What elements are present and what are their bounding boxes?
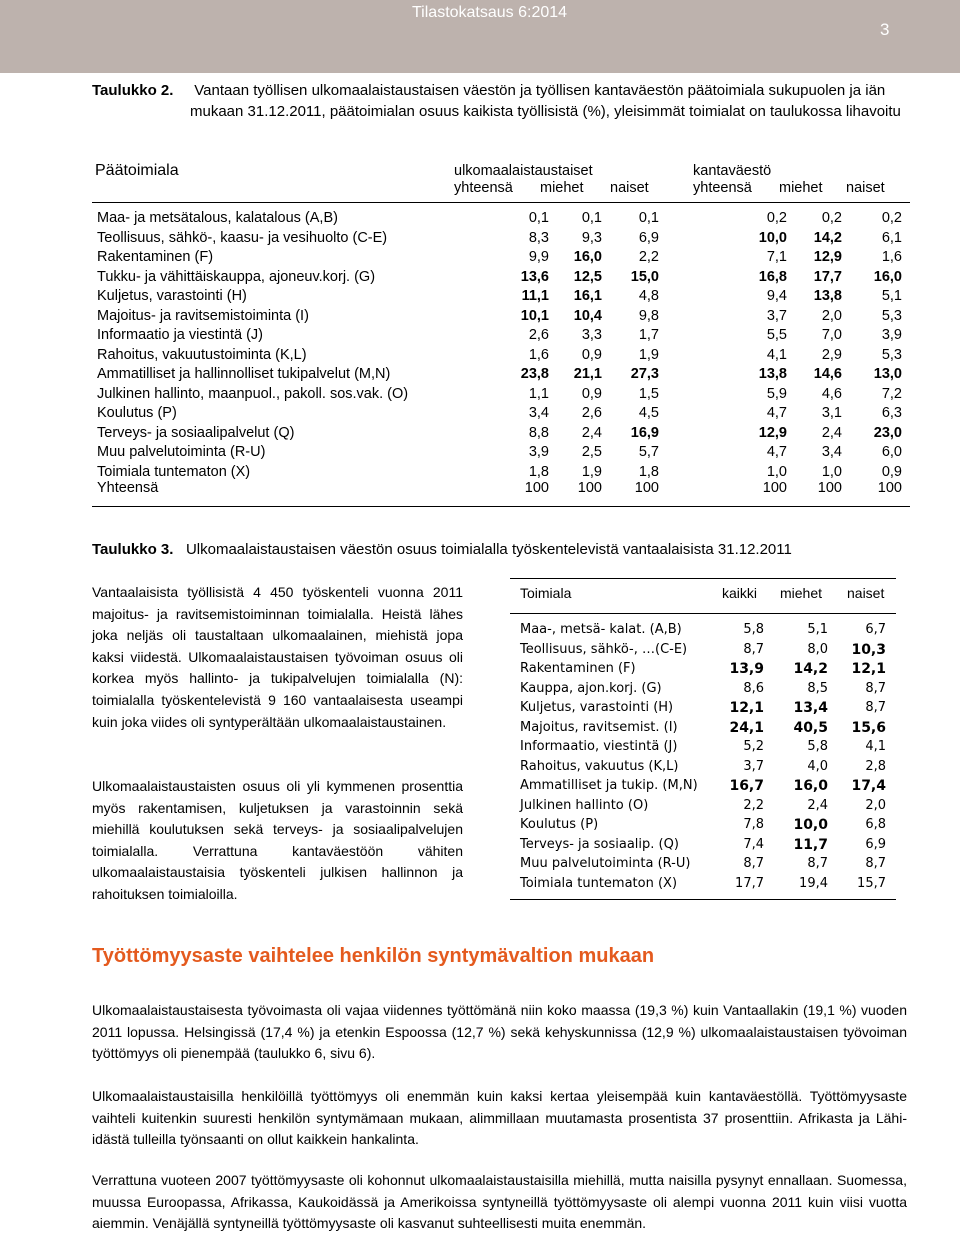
- table3-row: [510, 759, 896, 778]
- table3-row: [510, 798, 896, 817]
- table2-cell: 4,1: [766, 346, 787, 363]
- table3-top-rule: [510, 578, 896, 579]
- table3-row: [510, 856, 896, 875]
- table3-row-label: Toimiala tuntematon (X): [520, 875, 678, 891]
- table3-row: [510, 661, 896, 680]
- left-paragraph-2: Ulkomaalaistaustaisten osuus oli yli kymmenen prosenttia myös rakentamisen, kuljetuksen ja varastoinnin sekä miehillä koulutuksen sekä terveys- ja sosiaalipalvelujen toimialalla. Verrattuna kantaväestöön vähiten ulkomaalaistaustaisia työskenteli julkisen hallinnon ja rahoituksen toimialoilla.: [92, 778, 463, 902]
- table3-cell: 17,4: [851, 778, 886, 794]
- table2-cell: 5,3: [881, 307, 902, 324]
- table3-cell: 7,4: [743, 836, 764, 852]
- table2-row: [92, 405, 910, 424]
- table2-row: [92, 308, 910, 327]
- table3-cell: 6,8: [865, 817, 886, 832]
- table3-cell: 8,0: [807, 641, 828, 657]
- table2-row: [92, 230, 910, 249]
- table2-cell: 13,8: [758, 366, 787, 382]
- table2-group-native: kantaväestö: [693, 163, 772, 179]
- body-paragraph-1: Ulkomaalaistaustaisesta työvoimasta oli vajaa viidennes työttömänä niin koko maassa (19,3 %) kuin Vantaallakin (19,1 %) vuoden 2011 lopussa. Helsingissä (17,4 %) ja etenkin Espoossa (12,7 %) sekä kehyskunnissa (12,9 %) ulkomaalaistaustaisen työvoiman työttömyys oli pienempää (taulukko 6, sivu 6).: [92, 1002, 907, 1062]
- table2-total-label: Yhteensä: [97, 480, 159, 496]
- table2-caption-label: Taulukko 2.: [92, 82, 174, 99]
- table2-cell: 6,9: [638, 229, 659, 246]
- table3-row-label: Julkinen hallinto (O): [520, 797, 649, 813]
- table3-cell: 5,1: [807, 622, 828, 637]
- table3-cell: 16,7: [729, 778, 764, 794]
- body-paragraph-2: Ulkomaalaistaustaisilla henkilöillä työttömyys oli enemmän kuin kaksi kertaa yleisempää kuin kantaväestöllä. Työttömyysaste vaihteli kuitenkin suuresti henkilön syntymämaan mukaan, alimmillaan muutamasta prosentista 37 prosenttiin. Afrikasta ja Lähi-idästä tulleilla työnsaanti on ollut kaikkein hankalinta.: [92, 1088, 907, 1148]
- table2-row-label: Maa- ja metsätalous, kalatalous (A,B): [97, 210, 338, 226]
- table2-cell: 14,2: [813, 229, 842, 246]
- table2-cell: 10,4: [573, 307, 602, 324]
- table2-total-rule: [92, 506, 910, 507]
- table2-cell: 5,3: [881, 346, 902, 363]
- table3-row: [510, 739, 896, 758]
- table2-cell: 0,9: [581, 346, 602, 363]
- table2-cell: 1,0: [821, 463, 842, 480]
- table2-cell: 5,5: [766, 327, 787, 343]
- table2-cell: 15,0: [630, 268, 659, 285]
- table2-cell: 10,0: [758, 229, 787, 246]
- table3-cell: 13,4: [793, 700, 828, 716]
- table2-cell: 9,4: [766, 288, 787, 304]
- table3-cell: 10,0: [793, 817, 828, 833]
- table3-cell: 16,0: [793, 778, 828, 794]
- table2-cell: 12,9: [758, 424, 787, 441]
- table2-total-cell: 100: [634, 480, 659, 496]
- table2-cell: 11,1: [521, 288, 549, 304]
- table2-cell: 16,0: [573, 249, 602, 265]
- table2-cell: 0,9: [581, 385, 602, 402]
- table3-cell: 8,7: [743, 856, 764, 871]
- table2-cell: 2,2: [638, 249, 659, 265]
- table3-cell: 12,1: [729, 700, 764, 716]
- table2-total-cell: 100: [877, 480, 902, 496]
- table2-cell: 2,6: [581, 405, 602, 421]
- table3-row: [510, 720, 896, 739]
- table3-row: [510, 817, 896, 836]
- table2-group-foreign: ulkomaalaistaustaiset: [454, 163, 593, 179]
- table2-cell: 12,5: [573, 268, 602, 285]
- table3-cell: 8,7: [865, 680, 886, 696]
- table3-cell: 2,4: [807, 797, 828, 813]
- table2-cell: 12,9: [813, 249, 842, 265]
- table2-cell: 1,6: [528, 346, 549, 363]
- table2-col-main: Päätoimiala: [95, 162, 179, 179]
- table2-row: [92, 249, 910, 268]
- table2-cell: 3,3: [581, 327, 602, 343]
- table2-header-rule: [92, 202, 910, 203]
- table3-row-label: Rakentaminen (F): [520, 661, 636, 676]
- table2-sub-header: yhteensä: [454, 180, 513, 196]
- table2-row-label: Rahoitus, vakuutustoiminta (K,L): [97, 346, 307, 363]
- table2-cell: 3,7: [766, 307, 787, 324]
- table2-cell: 17,7: [813, 268, 842, 285]
- table2-sub-header: naiset: [846, 180, 885, 196]
- table3-cell: 8,7: [865, 856, 886, 871]
- publication-title: Tilastokatsaus 6:2014: [412, 4, 568, 21]
- table2-row-label: Muu palvelutoiminta (R-U): [97, 444, 266, 460]
- table2-cell: 7,0: [821, 327, 842, 343]
- table3-row-label: Muu palvelutoiminta (R-U): [520, 856, 691, 871]
- table3-cell: 5,8: [743, 622, 764, 637]
- table2-sub-header: naiset: [610, 180, 649, 196]
- table2-cell: 0,1: [581, 210, 602, 226]
- table2-cell: 2,5: [581, 444, 602, 460]
- table3-cell: 11,7: [793, 836, 828, 853]
- table3-cell: 17,7: [735, 875, 764, 891]
- table2-cell: 0,2: [766, 210, 787, 226]
- table2-cell: 3,4: [821, 444, 842, 460]
- table3-cell: 4,0: [807, 758, 828, 774]
- table2-row: [92, 327, 910, 346]
- header-bar: [0, 0, 960, 73]
- table3-cell: 2,2: [743, 797, 764, 813]
- table2-cell: 2,9: [821, 346, 842, 363]
- table3-row-label: Ammatilliset ja tukip. (M,N): [520, 778, 698, 793]
- table2-row: [92, 269, 910, 288]
- table2-total-row: [92, 480, 910, 499]
- table2-cell: 6,0: [881, 444, 902, 460]
- table2-cell: 2,0: [821, 307, 842, 324]
- table3-cell: 8,5: [807, 680, 828, 696]
- table3-cell: 8,6: [743, 680, 764, 696]
- table2-cell: 4,8: [638, 288, 659, 304]
- table2-cell: 5,1: [881, 288, 902, 304]
- table3-row: [510, 700, 896, 719]
- table2-cell: 13,0: [873, 366, 902, 382]
- table2-cell: 16,8: [758, 268, 787, 285]
- table2-row-label: Ammatilliset ja hallinnolliset tukipalvelut (M,N): [97, 366, 391, 382]
- table3-header: kaikki: [722, 585, 758, 601]
- table2-cell: 3,1: [821, 405, 842, 421]
- table2-row: [92, 366, 910, 385]
- table2-cell: 5,9: [766, 385, 787, 402]
- table2-cell: 1,9: [581, 463, 602, 480]
- table2-sub-header: miehet: [779, 180, 823, 196]
- table2-cell: 1,6: [881, 249, 902, 265]
- table2-row: [92, 425, 910, 444]
- table2-cell: 23,8: [520, 366, 549, 382]
- table3-header: miehet: [780, 585, 823, 601]
- table3-cell: 5,2: [743, 739, 764, 754]
- table2-cell: 4,7: [766, 405, 787, 421]
- table3-cell: 2,0: [865, 797, 886, 813]
- table2-cell: 16,1: [573, 288, 602, 304]
- table3-cell: 10,3: [851, 641, 886, 658]
- table2-cell: 1,8: [528, 463, 549, 480]
- table2-total-cell: 100: [577, 480, 602, 496]
- table3-cell: 15,6: [851, 719, 886, 736]
- table3-cell: 15,7: [857, 875, 886, 891]
- table3-header-rule: [510, 613, 896, 614]
- table2-cell: 14,6: [813, 366, 842, 382]
- table3-header: Toimiala: [520, 585, 572, 601]
- table2-cell: 1,9: [638, 346, 659, 363]
- table3-row-label: Kauppa, ajon.korj. (G): [520, 680, 662, 696]
- table2-cell: 13,6: [520, 268, 549, 285]
- table2-total-cell: 100: [524, 480, 549, 496]
- table2-cell: 7,2: [881, 385, 902, 402]
- table3-cell: 8,7: [807, 856, 828, 871]
- table2-caption: [92, 80, 902, 122]
- table3-cell: 8,7: [865, 700, 886, 715]
- table2-row: [92, 347, 910, 366]
- table2-row-label: Majoitus- ja ravitsemistoiminta (I): [97, 307, 309, 324]
- table2-cell: 10,1: [520, 307, 549, 324]
- table2-cell: 3,9: [881, 327, 902, 343]
- table2-caption-text: Vantaan työllisen ulkomaalaistaustaisen väestön ja työllisen kantaväestön päätoimiala sukupuolen ja iän mukaan 31.12.2011, päätoimialan osuus kaikista työllisistä (%), yleisimmät toimialat on taulukossa lihavoitu: [190, 82, 901, 120]
- table3-cell: 40,5: [793, 719, 828, 736]
- table2-sub-header: miehet: [540, 180, 584, 196]
- table2-cell: 3,4: [528, 405, 549, 421]
- table3-cell: 4,1: [865, 739, 886, 754]
- table2-cell: 8,3: [528, 229, 549, 246]
- table2-row-label: Tukku- ja vähittäiskauppa, ajoneuv.korj. (G): [97, 268, 376, 285]
- table3-row-label: Teollisuus, sähkö-, …(C-E): [520, 641, 688, 657]
- table2-cell: 0,1: [638, 210, 659, 226]
- table2-cell: 9,3: [581, 229, 602, 246]
- table2-total-cell: 100: [762, 480, 787, 496]
- table3-row-label: Informaatio, viestintä (J): [520, 739, 678, 754]
- table2-cell: 9,8: [638, 307, 659, 324]
- table2-cell: 6,1: [881, 229, 902, 246]
- table2-cell: 13,8: [813, 288, 842, 304]
- table2-cell: 23,0: [873, 424, 902, 441]
- table3-row: [510, 876, 896, 895]
- table2-cell: 7,1: [766, 249, 787, 265]
- section-heading: Työttömyysaste vaihtelee henkilön syntymävaltion mukaan: [92, 945, 655, 967]
- table2-cell: 0,1: [528, 210, 549, 226]
- table3-cell: 6,7: [865, 622, 886, 637]
- table2-cell: 1,5: [638, 385, 659, 402]
- table2-cell: 0,2: [881, 210, 902, 226]
- table2-total-cell: 100: [817, 480, 842, 496]
- table2-cell: 8,8: [528, 424, 549, 441]
- table3-row: [510, 642, 896, 661]
- table3-row-label: Kuljetus, varastointi (H): [520, 700, 674, 715]
- table3-row: [510, 681, 896, 700]
- table3-cell: 12,1: [851, 661, 886, 677]
- table3-caption-label: Taulukko 3.: [92, 541, 174, 558]
- table2-row-label: Koulutus (P): [97, 405, 177, 421]
- table2-row: [92, 210, 910, 229]
- table2-cell: 5,7: [638, 444, 659, 460]
- table2-cell: 4,7: [766, 444, 787, 460]
- table3-cell: 19,4: [799, 875, 828, 891]
- table2-cell: 21,1: [573, 366, 602, 382]
- table3-cell: 24,1: [729, 719, 764, 736]
- table2-cell: 1,1: [528, 385, 549, 402]
- table3-row-label: Maa-, metsä- kalat. (A,B): [520, 622, 682, 637]
- table2-cell: 3,9: [528, 444, 549, 460]
- table2-cell: 4,6: [821, 385, 842, 402]
- table3-cell: 14,2: [793, 661, 828, 677]
- table2-row: [92, 444, 910, 463]
- table2-cell: 16,9: [630, 424, 659, 441]
- table3-cell: 5,8: [807, 739, 828, 754]
- table3-cell: 3,7: [743, 758, 764, 774]
- table2-row-label: Rakentaminen (F): [97, 249, 214, 265]
- table3-cell: 8,7: [743, 641, 764, 657]
- table2-row-label: Julkinen hallinto, maanpuol., pakoll. sos.vak. (O): [97, 385, 409, 402]
- table2-cell: 4,5: [638, 405, 659, 421]
- left-paragraph-1: Vantaalaisista työllisistä 4 450 työskenteli vuonna 2011 majoitus- ja ravitsemistoiminnan toimialalla. Heistä lähes joka neljäs oli taustaltaan ulkomaalainen, miehistä jopa kaksi viidestä. Ulkomaalaistaustaisen työvoiman osuus oli korkea myös hallinto- ja tukipalvelujen toimialalla (N): toimialalla työskentelevistä 9 160 vantaalaisesta useampi kuin joka viides oli syntyperältään ulkomaalaistaustainen.: [92, 584, 463, 730]
- table2-cell: 6,3: [881, 405, 902, 421]
- table3-cell: 2,8: [865, 758, 886, 774]
- page-number: 3: [880, 20, 890, 39]
- table3-row-label: Rahoitus, vakuutus (K,L): [520, 758, 679, 774]
- table3-row: [510, 622, 896, 641]
- table2-cell: 0,2: [821, 210, 842, 226]
- table3-row-label: Koulutus (P): [520, 817, 599, 832]
- table2-row-label: Kuljetus, varastointi (H): [97, 288, 247, 304]
- table3-row: [510, 778, 896, 797]
- table2-cell: 1,8: [638, 463, 659, 480]
- table2-cell: 2,4: [581, 424, 602, 441]
- body-paragraph-3: Verrattuna vuoteen 2007 työttömyysaste oli kohonnut ulkomaalaistaustaisilla miehillä, mutta naisilla pysynyt ennallaan. Suomessa, muussa Euroopassa, Afrikassa, Kaukoidässä ja Amerikoissa syntyneillä työttömyysaste oli alempi vuonna 2011 kuin viisi vuotta aiemmin. Venäjällä syntyneillä työttömyysaste oli kasvanut suhteellisesti muita enemmän.: [92, 1172, 907, 1232]
- table3-header: naiset: [847, 585, 885, 601]
- table2-row-label: Terveys- ja sosiaalipalvelut (Q): [97, 424, 295, 441]
- table2-cell: 1,0: [766, 463, 787, 480]
- table2-row: [92, 288, 910, 307]
- table3-caption: [92, 539, 912, 560]
- table2-cell: 0,9: [881, 463, 902, 480]
- table2-row: [92, 386, 910, 405]
- table3-row-label: Terveys- ja sosiaalip. (Q): [520, 836, 679, 852]
- table3-caption-text: Ulkomaalaistaustaisen väestön osuus toimialalla työskentelevistä vantaalaisista 31.12.2011: [185, 541, 792, 558]
- table2-cell: 9,9: [528, 249, 549, 265]
- table3-cell: 6,9: [865, 836, 886, 852]
- table2-row-label: Informaatio ja viestintä (J): [97, 327, 264, 343]
- table2-cell: 2,4: [821, 424, 842, 441]
- table2-row-label: Teollisuus, sähkö-, kaasu- ja vesihuolto (C-E): [97, 229, 388, 246]
- table2-cell: 1,7: [638, 327, 659, 343]
- table3-cell: 7,8: [743, 817, 764, 832]
- table3-bottom-rule: [510, 899, 896, 900]
- table2-cell: 27,3: [630, 366, 659, 382]
- table2-sub-header: yhteensä: [693, 180, 752, 196]
- table2-cell: 16,0: [873, 268, 902, 285]
- table3-row: [510, 837, 896, 856]
- table2-row-label: Toimiala tuntematon (X): [97, 463, 251, 480]
- table2-cell: 2,6: [528, 327, 549, 343]
- table3-row-label: Majoitus, ravitsemist. (I): [520, 719, 678, 735]
- table3-cell: 13,9: [729, 661, 764, 677]
